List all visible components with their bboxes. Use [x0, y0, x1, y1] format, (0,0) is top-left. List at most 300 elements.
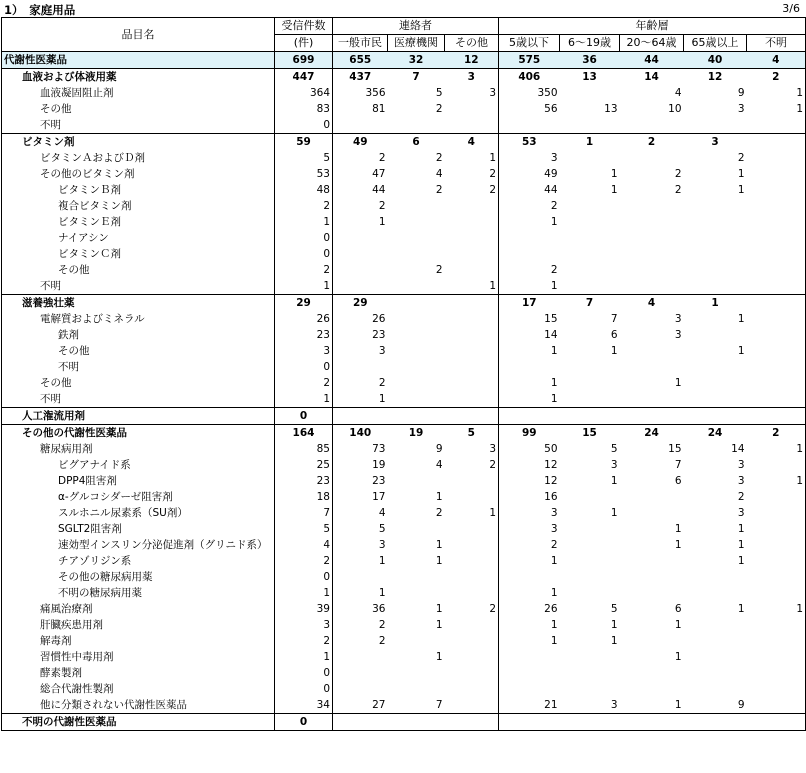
item-name: 電解質およびミネラル: [2, 311, 275, 327]
cell-value: [560, 408, 620, 425]
cell-value: [747, 311, 806, 327]
cell-value: 2: [747, 69, 806, 86]
cell-value: [620, 214, 684, 230]
cell-value: [747, 553, 806, 569]
cell-value: 1: [550, 345, 558, 357]
cell-value: [620, 714, 684, 731]
cell-value: [620, 569, 684, 585]
table-row: [2, 585, 806, 601]
item-name: ビタミンＡおよびＤ剤: [2, 150, 275, 166]
cell-value: 40: [684, 52, 747, 69]
item-name: 代謝性医薬品: [2, 52, 275, 69]
cell-value: [445, 101, 499, 117]
cell-value: 3: [378, 539, 386, 551]
item-name: 不明: [2, 278, 275, 295]
cell-value: 12: [544, 459, 558, 471]
cell-value: [333, 262, 388, 278]
cell-value: [747, 295, 806, 312]
cell-value: 2: [435, 184, 443, 196]
cell-value: 2: [378, 200, 386, 212]
header-age-group: 年齢層: [499, 18, 806, 35]
cell-value: [560, 262, 620, 278]
cell-value: [747, 617, 806, 633]
cell-value: [560, 85, 620, 101]
cell-value: [333, 649, 388, 665]
table-row: [2, 601, 806, 617]
cell-value: [445, 617, 499, 633]
item-name: 他に分類されない代謝性医薬品: [2, 697, 275, 714]
table-row: [2, 166, 806, 182]
cell-value: 2: [445, 182, 499, 198]
cell-value: 5: [275, 521, 333, 537]
cell-value: [560, 214, 620, 230]
cell-value: [684, 230, 747, 246]
cell-value: 2: [550, 264, 558, 276]
table-row: [2, 182, 806, 198]
cell-value: 1: [550, 635, 558, 647]
cell-value: [388, 214, 445, 230]
section-title: 1） 家庭用品: [4, 3, 76, 17]
cell-value: 1: [674, 523, 682, 535]
cell-value: 1: [737, 345, 745, 357]
cell-value: 1: [378, 393, 386, 405]
cell-value: [560, 553, 620, 569]
cell-value: [445, 262, 499, 278]
cell-value: [445, 214, 499, 230]
cell-value: 1: [747, 85, 806, 101]
cell-value: [499, 230, 560, 246]
cell-value: 164: [275, 425, 333, 442]
cell-value: 4: [445, 134, 499, 151]
table-row: [2, 134, 806, 151]
cell-value: 3: [275, 343, 333, 359]
cell-value: 2: [674, 168, 682, 180]
cell-value: 1: [747, 441, 806, 457]
item-name: 血液凝固阻止剤: [2, 85, 275, 101]
cell-value: [747, 714, 806, 731]
cell-value: 27: [372, 699, 386, 711]
cell-value: 3: [737, 507, 745, 519]
cell-value: 16: [544, 491, 558, 503]
cell-value: 2: [620, 134, 684, 151]
cell-value: 36: [372, 603, 386, 615]
table-row: [2, 633, 806, 649]
header-age-under5: 5歳以下: [499, 35, 560, 52]
cell-value: [747, 278, 806, 295]
cell-value: [560, 246, 620, 262]
cell-value: 14: [544, 329, 558, 341]
cell-value: 26: [275, 311, 333, 327]
cell-value: 2: [550, 200, 558, 212]
cell-value: 99: [499, 425, 560, 442]
cell-value: 3: [550, 507, 558, 519]
cell-value: [560, 649, 620, 665]
item-name: その他の代謝性医薬品: [2, 425, 275, 442]
cell-value: 19: [372, 459, 386, 471]
table-row: [2, 617, 806, 633]
table-row: [2, 473, 806, 489]
cell-value: [560, 714, 620, 731]
header-item-name: 品目名: [2, 18, 275, 52]
cell-value: [684, 714, 747, 731]
cell-value: 3: [674, 313, 682, 325]
cell-value: 1: [684, 295, 747, 312]
cell-value: [445, 697, 499, 714]
cell-value: [333, 714, 388, 731]
cell-value: [620, 585, 684, 601]
cell-value: [445, 311, 499, 327]
cell-value: 6: [610, 329, 618, 341]
cell-value: [747, 505, 806, 521]
cell-value: 3: [550, 523, 558, 535]
item-name: SGLT2阻害剤: [2, 521, 275, 537]
cell-value: [445, 117, 499, 134]
item-name: その他: [2, 101, 275, 117]
cell-value: [747, 375, 806, 391]
cell-value: [445, 375, 499, 391]
cell-value: 1: [550, 555, 558, 567]
cell-value: 47: [372, 168, 386, 180]
cell-value: 5: [435, 87, 443, 99]
cell-value: 14: [644, 71, 659, 83]
table-row: [2, 278, 806, 295]
cell-value: 1: [435, 491, 443, 503]
cell-value: 29: [275, 295, 333, 312]
cell-value: [388, 278, 445, 295]
table-row: [2, 295, 806, 312]
cell-value: 21: [544, 699, 558, 711]
cell-value: 25: [275, 457, 333, 473]
cell-value: 406: [518, 71, 541, 83]
cell-value: [620, 117, 684, 134]
cell-value: [333, 278, 388, 295]
table-row: [2, 262, 806, 278]
table-row: [2, 569, 806, 585]
cell-value: [747, 633, 806, 649]
cell-value: [620, 489, 684, 505]
cell-value: 1: [378, 587, 386, 599]
cell-value: [747, 214, 806, 230]
cell-value: 2: [435, 103, 443, 115]
cell-value: 1: [737, 523, 745, 535]
cell-value: 83: [275, 101, 333, 117]
cell-value: 1: [445, 278, 499, 295]
table-row: [2, 69, 806, 86]
table-row: [2, 150, 806, 166]
table-row: [2, 457, 806, 473]
item-name: 総合代謝性製剤: [2, 681, 275, 697]
cell-value: [747, 327, 806, 343]
cell-value: 50: [544, 443, 558, 455]
cell-value: [388, 665, 445, 681]
cell-value: [445, 489, 499, 505]
cell-value: 1: [747, 101, 806, 117]
cell-value: 7: [412, 71, 420, 83]
cell-value: 44: [544, 184, 558, 196]
cell-value: 140: [333, 425, 388, 442]
cell-value: 2: [378, 635, 386, 647]
cell-value: 364: [275, 85, 333, 101]
cell-value: [684, 681, 747, 697]
cell-value: [620, 262, 684, 278]
cell-value: [684, 391, 747, 408]
item-name: 複合ビタミン剤: [2, 198, 275, 214]
cell-value: 26: [372, 313, 386, 325]
item-name: 糖尿病用剤: [2, 441, 275, 457]
cell-value: 18: [275, 489, 333, 505]
cell-value: [499, 649, 560, 665]
cell-value: [445, 537, 499, 553]
cell-value: 6: [388, 134, 445, 151]
cell-value: [499, 681, 560, 697]
cell-value: 4: [378, 507, 386, 519]
cell-value: 7: [674, 459, 682, 471]
cell-value: 1: [610, 475, 618, 487]
cell-value: [499, 359, 560, 375]
cell-value: 2: [275, 375, 333, 391]
cell-value: [333, 230, 388, 246]
cell-value: 1: [674, 699, 682, 711]
cell-value: [620, 633, 684, 649]
cell-value: [747, 150, 806, 166]
item-name: 不明: [2, 117, 275, 134]
cell-value: 14: [731, 443, 745, 455]
cell-value: 4: [620, 295, 684, 312]
cell-value: 1: [737, 555, 745, 567]
cell-value: [560, 489, 620, 505]
cell-value: [560, 375, 620, 391]
cell-value: [388, 408, 445, 425]
cell-value: 1: [610, 635, 618, 647]
cell-value: [445, 681, 499, 697]
cell-value: 34: [275, 697, 333, 714]
cell-value: [747, 537, 806, 553]
header-age-20-64: 20～64歳: [620, 35, 684, 52]
cell-value: 4: [747, 52, 806, 69]
table-row: [2, 649, 806, 665]
item-name: DPP4阻害剤: [2, 473, 275, 489]
item-name: ビタミンＣ剤: [2, 246, 275, 262]
cell-value: 655: [333, 52, 388, 69]
cell-value: 2: [445, 601, 499, 617]
cell-value: [620, 391, 684, 408]
cell-value: 1: [737, 184, 745, 196]
cell-value: 12: [445, 52, 499, 69]
cell-value: [388, 230, 445, 246]
cell-value: 9: [737, 699, 745, 711]
cell-value: 5: [275, 150, 333, 166]
header-contact-medical: 医療機関: [388, 35, 445, 52]
cell-value: [560, 117, 620, 134]
cell-value: [499, 665, 560, 681]
cell-value: 3: [610, 459, 618, 471]
cell-value: 53: [275, 166, 333, 182]
cell-value: [684, 617, 747, 633]
cell-value: 0: [275, 665, 333, 681]
table-row: [2, 375, 806, 391]
cell-value: 44: [372, 184, 386, 196]
cell-value: [445, 521, 499, 537]
table-row: [2, 441, 806, 457]
cell-value: 0: [275, 246, 333, 262]
cell-value: 1: [610, 619, 618, 631]
cell-value: [684, 375, 747, 391]
cell-value: 1: [275, 278, 333, 295]
cell-value: 1: [275, 391, 333, 408]
cell-value: 7: [435, 699, 443, 711]
cell-value: [445, 295, 499, 312]
cell-value: 13: [582, 71, 597, 83]
table-row: [2, 52, 806, 69]
cell-value: 350: [537, 87, 558, 99]
cell-value: [499, 408, 560, 425]
item-name: 不明の糖尿病用薬: [2, 585, 275, 601]
cell-value: 32: [388, 52, 445, 69]
cell-value: 29: [333, 295, 388, 312]
cell-value: [620, 198, 684, 214]
cell-value: 0: [275, 408, 333, 425]
cell-value: 12: [544, 475, 558, 487]
cell-value: 1: [737, 603, 745, 615]
cell-value: 0: [275, 714, 333, 731]
cell-value: [388, 473, 445, 489]
header-age-65plus: 65歳以上: [684, 35, 747, 52]
item-name: 人工潅流用剤: [2, 408, 275, 425]
cell-value: [747, 262, 806, 278]
cell-value: [747, 665, 806, 681]
cell-value: 1: [445, 505, 499, 521]
item-name: 不明: [2, 391, 275, 408]
item-name: 血液および体液用薬: [2, 69, 275, 86]
item-name: その他: [2, 262, 275, 278]
cell-value: 17: [372, 491, 386, 503]
cell-value: 5: [610, 603, 618, 615]
cell-value: 2: [737, 152, 745, 164]
cell-value: [620, 505, 684, 521]
cell-value: [684, 246, 747, 262]
cell-value: 3: [684, 134, 747, 151]
table-row: [2, 214, 806, 230]
cell-value: [333, 117, 388, 134]
table-row: [2, 391, 806, 408]
table-row: [2, 665, 806, 681]
cell-value: [747, 521, 806, 537]
cell-value: [499, 569, 560, 585]
cell-value: 1: [610, 507, 618, 519]
cell-value: 3: [674, 329, 682, 341]
cell-value: 2: [445, 166, 499, 182]
cell-value: 19: [388, 425, 445, 442]
cell-value: 24: [620, 425, 684, 442]
page-number: 3/6: [782, 2, 800, 15]
item-name: ビタミンＥ剤: [2, 214, 275, 230]
cell-value: 5: [378, 523, 386, 535]
cell-value: [445, 359, 499, 375]
cell-value: [684, 585, 747, 601]
cell-value: [684, 117, 747, 134]
header-contact-other: その他: [445, 35, 499, 52]
cell-value: 447: [275, 69, 333, 86]
cell-value: 2: [378, 377, 386, 389]
cell-value: 1: [610, 184, 618, 196]
cell-value: [445, 473, 499, 489]
cell-value: [388, 359, 445, 375]
cell-value: 1: [378, 555, 386, 567]
header-contact-group: 連絡者: [333, 18, 499, 35]
cell-value: 1: [674, 651, 682, 663]
cell-value: [445, 569, 499, 585]
cell-value: [684, 633, 747, 649]
cell-value: 4: [435, 459, 443, 471]
cell-value: [445, 665, 499, 681]
cell-value: [684, 278, 747, 295]
cell-value: 2: [275, 633, 333, 649]
cell-value: 15: [668, 443, 682, 455]
cell-value: [747, 134, 806, 151]
cell-value: 24: [684, 425, 747, 442]
cell-value: 3: [610, 699, 618, 711]
cell-value: [620, 681, 684, 697]
cell-value: [620, 230, 684, 246]
item-name: 不明の代謝性医薬品: [2, 714, 275, 731]
cell-value: [684, 198, 747, 214]
item-name: チアゾリジン系: [2, 553, 275, 569]
cell-value: 5: [610, 443, 618, 455]
cell-value: [747, 649, 806, 665]
cell-value: [560, 665, 620, 681]
cell-value: 1: [747, 473, 806, 489]
cell-value: 23: [372, 329, 386, 341]
cell-value: 9: [435, 443, 443, 455]
cell-value: 3: [445, 441, 499, 457]
item-name: ナイアシン: [2, 230, 275, 246]
header-count-unit: (件): [275, 35, 333, 52]
cell-value: [388, 633, 445, 649]
table-row: [2, 198, 806, 214]
cell-value: 1: [275, 649, 333, 665]
cell-value: 1: [275, 585, 333, 601]
cell-value: [445, 553, 499, 569]
cell-value: 2: [435, 152, 443, 164]
cell-value: [388, 198, 445, 214]
cell-value: 12: [707, 71, 723, 83]
cell-value: [747, 198, 806, 214]
cell-value: [747, 391, 806, 408]
item-name: スルホニル尿素系（SU剤）: [2, 505, 275, 521]
item-name: 解毒剤: [2, 633, 275, 649]
cell-value: 17: [499, 295, 560, 312]
cell-value: 23: [275, 473, 333, 489]
cell-value: [388, 343, 445, 359]
cell-value: [747, 166, 806, 182]
cell-value: [333, 569, 388, 585]
cell-value: [620, 359, 684, 375]
cell-value: [333, 246, 388, 262]
cell-value: [388, 681, 445, 697]
cell-value: 1: [550, 280, 558, 292]
cell-value: 3: [378, 345, 386, 357]
cell-value: 4: [435, 168, 443, 180]
cell-value: [333, 665, 388, 681]
cell-value: [388, 246, 445, 262]
item-name: α-グルコシダーゼ阻害剤: [2, 489, 275, 505]
cell-value: [499, 117, 560, 134]
cell-value: 53: [499, 134, 560, 151]
table-row: [2, 714, 806, 731]
cell-value: [499, 246, 560, 262]
item-name: その他の糖尿病用薬: [2, 569, 275, 585]
cell-value: 1: [560, 134, 620, 151]
